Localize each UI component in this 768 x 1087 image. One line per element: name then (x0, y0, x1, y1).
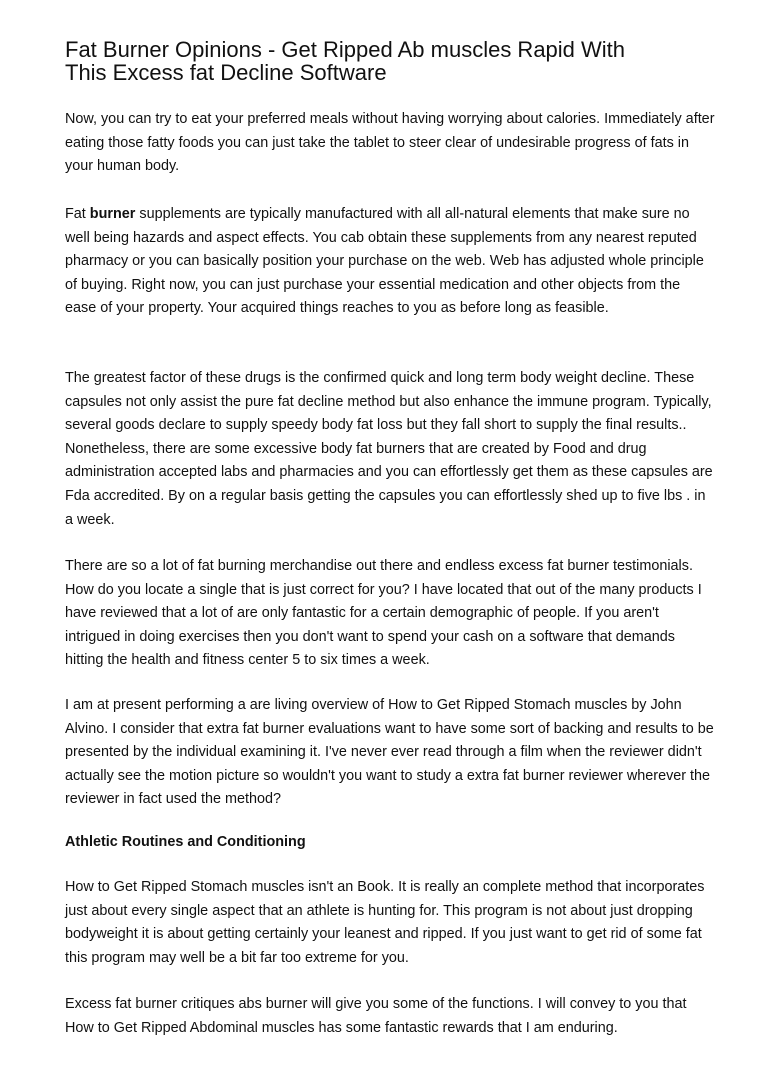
paragraph-2 (65, 203, 715, 321)
document-title (65, 38, 715, 84)
paragraph-2-bold-keyword: burner (89, 206, 136, 222)
title-line-2: This Excess fat Decline Software (65, 60, 387, 85)
title-line-1: Fat Burner Opinions - Get Ripped Ab muscles Rapid With (65, 37, 626, 62)
paragraph-3: The greatest factor of these drugs is the confirmed quick and long term body weight decline. These capsules not only assist the pure fat decline method but also enhance the immune program. Typically, several goods declare to supply speedy body fat loss but they fall short to supply the final results.. Nonetheless, there are some excessive body fat burners that are created by Food and drug administration accepted labs and pharmacies and you can effortlessly get them as these capsules are Fda accredited. By on a regular basis getting the capsules you can effortlessly shed up to five lbs . in a week. (65, 370, 713, 528)
section-heading: Athletic Routines and Conditioning (65, 834, 306, 850)
paragraph-2-prefix: Fat (65, 206, 90, 222)
paragraph-5: I am at present performing a are living overview of How to Get Ripped Stomach muscles by John Alvino. I consider that extra fat burner evaluations want to have some sort of backing and results to be presented by the individual examining it. I've never ever read through a film when the reviewer didn't actually see the motion picture so wouldn't you want to study a extra fat burner reviewer wherever the reviewer in fact used the method? (65, 697, 714, 808)
paragraph-1: Now, you can try to eat your preferred meals without having worrying about calories. Immediately after eating those fatty foods you can just take the tablet to steer clear of undesirable progress of fats in your human body. (65, 111, 715, 175)
paragraph-2-rest: supplements are typically manufactured with all all-natural elements that make sure no well being hazards and aspect effects. You cab obtain these supplements from any nearest reputed pharmacy or you can basically position your purchase on the web. Web has adjusted whole principle of buying. Right now, you can just purchase your essential medication and other objects from the ease of your property. Your acquired things reaches to you as before long as feasible. (65, 206, 704, 317)
paragraph-6: How to Get Ripped Stomach muscles isn't an Book. It is really an complete method that incorporates just about every single aspect that an athlete is hunting for. This program is not about just dropping bodyweight it is about getting certainly your leanest and ripped. If you just want to get rid of some fat this program may well be a bit far too extreme for you. (65, 879, 705, 966)
document-page (65, 37, 715, 1036)
paragraph-7: Excess fat burner critiques abs burner will give you some of the functions. I will convey to you that How to Get Ripped Abdominal muscles has some fantastic rewards that I am enduring. (65, 996, 687, 1036)
paragraph-4: There are so a lot of fat burning merchandise out there and endless excess fat burner testimonials. How do you locate a single that is just correct for you? I have located that out of the many products I have reviewed that a lot of are only fantastic for a certain demographic of people. If you aren't intrigued in doing exercises then you don't want to spend your cash on a software that demands hitting the health and fitness center 5 to six times a week. (65, 558, 702, 669)
